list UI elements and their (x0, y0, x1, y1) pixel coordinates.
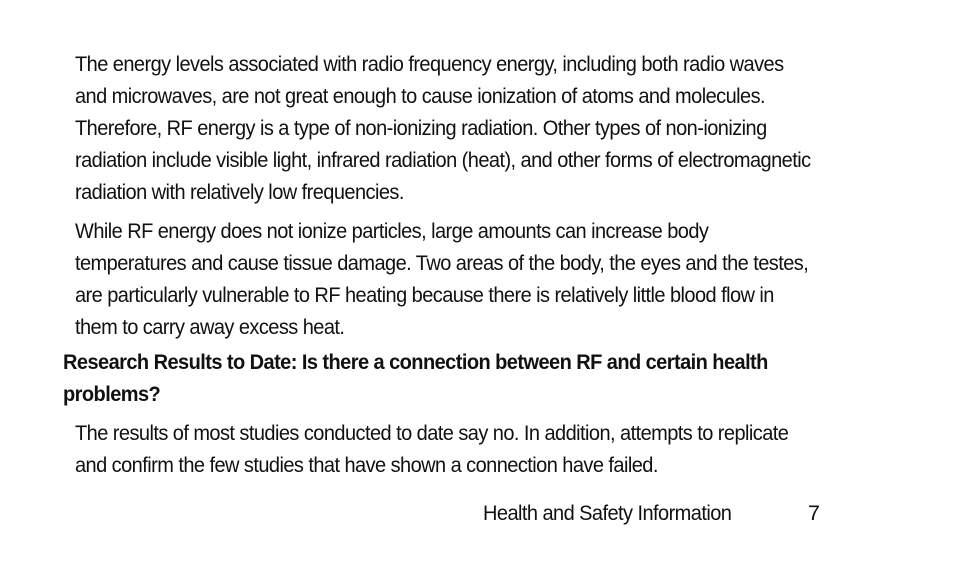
section-heading-research-results: Research Results to Date: Is there a connection between RF and certain health problems? (63, 350, 768, 406)
page-number: 7 (808, 501, 820, 525)
page-footer (483, 497, 820, 529)
body-paragraph-rf-energy-levels: The energy levels associated with radio frequency energy, including both radio waves and microwaves, are not great enough to cause ionization of atoms and molecules. Therefore, RF energy is a type of non-ionizing radiation. Other types of non-ionizing radiation include visible light, infrared radiation (heat), and other forms of electromagnetic radiation with relatively low frequencies. (75, 52, 811, 204)
footer-section-title: Health and Safety Information (483, 501, 732, 525)
body-paragraph-study-results: The results of most studies conducted to date say no. In addition, attempts to replicate and confirm the few studies that have shown a connection have failed. (75, 421, 789, 477)
body-paragraph-rf-tissue-damage: While RF energy does not ionize particles, large amounts can increase body temperatures and cause tissue damage. Two areas of the body, the eyes and the testes, are particularly vulnerable to RF heating because there is relatively little blood flow in them to carry away excess heat. (75, 219, 809, 339)
